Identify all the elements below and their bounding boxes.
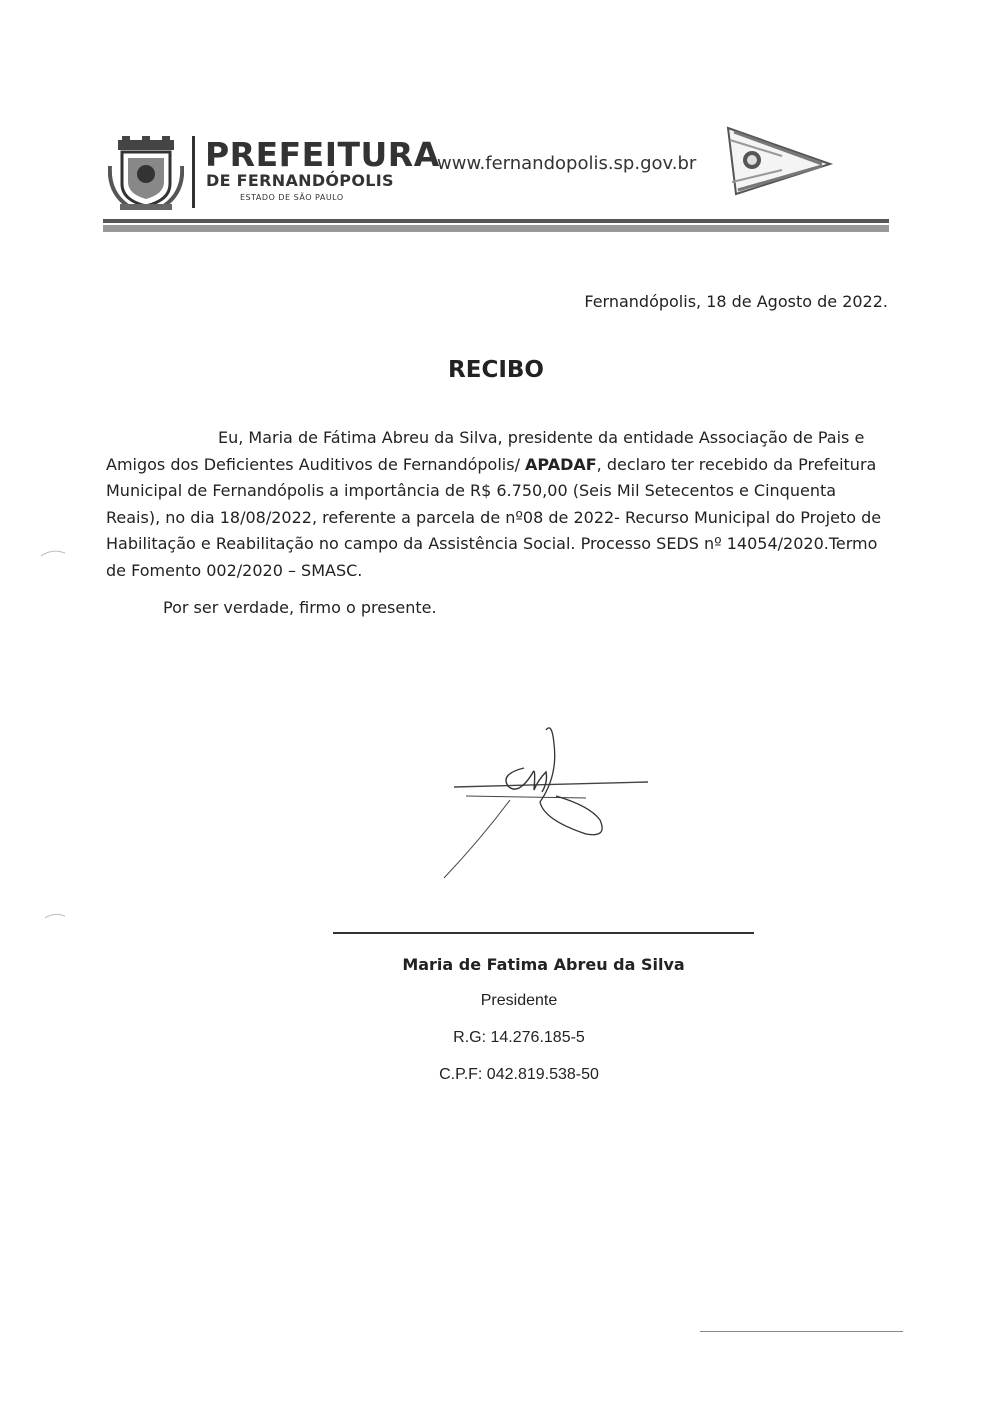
receipt-paragraph <box>106 425 891 584</box>
org-state: ESTADO DE SÃO PAULO <box>240 193 344 202</box>
footer-rule <box>700 1330 903 1333</box>
handwritten-signature <box>436 720 656 885</box>
paragraph-entity: APADAF <box>525 454 597 474</box>
paragraph-part2: , declaro ter recebido da Prefeitura Municipal de Fernandópolis a importância de R$ 6.750,00 (Seis Mil Setecentos e Cinquenta Reais), no dia 18/08/2022, referente a parcela de nº08 de 2022- Recurso Municipal do Projeto de Habilitação e Reabilitação no campo da Assistência Social. Processo SEDS nº 14054/2020.Termo de Fomento 002/2020 – SMASC. <box>106 454 882 580</box>
signer-cpf: C.P.F: 042.819.538-50 <box>439 1066 599 1083</box>
website-link[interactable]: www.fernandopolis.sp.gov.br <box>437 153 697 174</box>
date-line: Fernandópolis, 18 de Agosto de 2022. <box>584 292 888 311</box>
signer-rg: R.G: 14.276.185-5 <box>453 1029 585 1046</box>
header-rule <box>103 219 889 232</box>
signer-name: Maria de Fatima Abreu da Silva <box>402 955 685 974</box>
coat-of-arms-icon <box>108 136 184 212</box>
org-title: PREFEITURA <box>205 135 440 174</box>
header-divider <box>192 136 195 208</box>
scan-mark <box>44 912 66 920</box>
signer-role: Presidente <box>480 992 558 1009</box>
paragraph-part1: Eu, Maria de Fátima Abreu da Silva, presidente da entidade Associação de Pais e Amigos dos Deficientes Auditivos de Fernandópolis/ <box>106 428 865 474</box>
document-title: RECIBO <box>448 357 544 383</box>
flag-icon <box>722 124 834 196</box>
closing-text: Por ser verdade, firmo o presente. <box>163 598 437 617</box>
org-subtitle: DE FERNANDÓPOLIS <box>206 171 394 190</box>
scan-mark <box>40 548 66 558</box>
signature-line <box>333 932 754 934</box>
